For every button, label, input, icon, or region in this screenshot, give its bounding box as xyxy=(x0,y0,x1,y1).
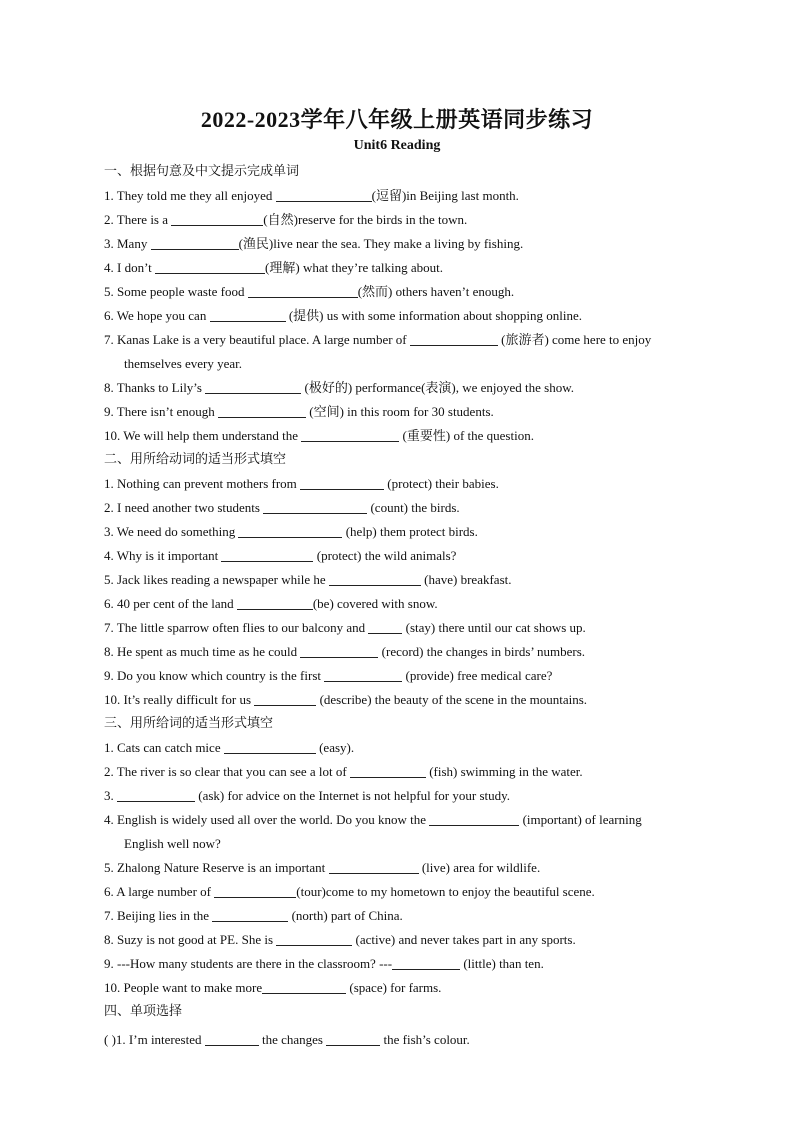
answer-parenthesis[interactable]: ( ) xyxy=(104,1032,116,1047)
s1-question: 9. There isn’t enough (空间) in this room for 30 students. xyxy=(104,404,494,419)
answer-blank[interactable] xyxy=(410,331,498,346)
answer-blank[interactable] xyxy=(155,259,265,274)
s2-question: 6. 40 per cent of the land (be) covered with snow. xyxy=(104,596,438,611)
answer-blank[interactable] xyxy=(350,763,426,778)
answer-blank[interactable] xyxy=(214,883,296,898)
s1-question: 10. We will help them understand the (重要性) of the question. xyxy=(104,428,534,443)
section-1-heading: 一、根据句意及中文提示完成单词 xyxy=(104,164,300,179)
answer-blank[interactable] xyxy=(117,787,195,802)
section-4-heading: 四、单项选择 xyxy=(104,1004,183,1019)
answer-blank[interactable] xyxy=(263,499,367,514)
s3-question: 1. Cats can catch mice (easy). xyxy=(104,740,355,755)
answer-blank[interactable] xyxy=(262,979,346,994)
section-2-heading: 二、用所给动词的适当形式填空 xyxy=(104,452,287,467)
s2-question: 5. Jack likes reading a newspaper while he (have) breakfast. xyxy=(104,572,512,587)
answer-blank[interactable] xyxy=(210,307,286,322)
answer-blank[interactable] xyxy=(429,811,519,826)
answer-blank[interactable] xyxy=(392,955,460,970)
page-subtitle: Unit6 Reading xyxy=(353,138,441,153)
answer-blank[interactable] xyxy=(368,619,402,634)
answer-blank[interactable] xyxy=(329,571,421,586)
answer-blank[interactable] xyxy=(254,691,316,706)
exercise-content xyxy=(104,160,704,1052)
answer-blank[interactable] xyxy=(326,1031,380,1046)
s3-question-continuation: English well now? xyxy=(124,836,221,851)
s4-question: ( )1. I’m interested the changes the fish’s colour. xyxy=(104,1032,470,1047)
section-3-heading: 三、用所给词的适当形式填空 xyxy=(104,716,274,731)
s3-question: 7. Beijing lies in the (north) part of China. xyxy=(104,908,403,923)
answer-blank[interactable] xyxy=(205,1031,259,1046)
s2-question: 8. He spent as much time as he could (record) the changes in birds’ numbers. xyxy=(104,644,586,659)
s2-question: 7. The little sparrow often flies to our balcony and (stay) there until our cat shows up. xyxy=(104,620,586,635)
page-title: 2022-2023学年八年级上册英语同步练习 xyxy=(200,107,594,132)
answer-blank[interactable] xyxy=(205,379,301,394)
answer-blank[interactable] xyxy=(324,667,402,682)
s1-question: 4. I don’t (理解) what they’re talking about. xyxy=(104,260,444,275)
answer-blank[interactable] xyxy=(218,403,306,418)
s3-question: 2. The river is so clear that you can see a lot of (fish) swimming in the water. xyxy=(104,764,583,779)
s3-question: 4. English is widely used all over the world. Do you know the (important) of learning xyxy=(104,812,642,827)
s1-question: 1. They told me they all enjoyed (逗留)in Beijing last month. xyxy=(104,188,519,203)
s3-question: 10. People want to make more (space) for farms. xyxy=(104,980,442,995)
s1-question: 6. We hope you can (提供) us with some information about shopping online. xyxy=(104,308,583,323)
answer-blank[interactable] xyxy=(238,523,342,538)
answer-blank[interactable] xyxy=(276,931,352,946)
s3-question: 9. ---How many students are there in the classroom? --- (little) than ten. xyxy=(104,956,544,971)
answer-blank[interactable] xyxy=(248,283,358,298)
s2-question: 1. Nothing can prevent mothers from (protect) their babies. xyxy=(104,476,499,491)
s2-question: 9. Do you know which country is the first (provide) free medical care? xyxy=(104,668,553,683)
s2-question: 10. It’s really difficult for us (describe) the beauty of the scene in the mountains. xyxy=(104,692,588,707)
answer-blank[interactable] xyxy=(300,643,378,658)
s1-question-continuation: themselves every year. xyxy=(124,356,243,371)
answer-blank[interactable] xyxy=(171,211,263,226)
answer-blank[interactable] xyxy=(301,427,399,442)
s1-question: 8. Thanks to Lily’s (极好的) performance(表演), we enjoyed the show. xyxy=(104,380,575,395)
answer-blank[interactable] xyxy=(212,907,288,922)
answer-blank[interactable] xyxy=(300,475,384,490)
answer-blank[interactable] xyxy=(221,547,313,562)
answer-blank[interactable] xyxy=(329,859,419,874)
s3-question: 5. Zhalong Nature Reserve is an important (live) area for wildlife. xyxy=(104,860,541,875)
s2-question: 3. We need do something (help) them protect birds. xyxy=(104,524,478,539)
s1-question: 3. Many (渔民)live near the sea. They make a living by fishing. xyxy=(104,236,524,251)
answer-blank[interactable] xyxy=(151,235,239,250)
s3-question: 6. A large number of (tour)come to my hometown to enjoy the beautiful scene. xyxy=(104,884,595,899)
s1-question: 2. There is a (自然)reserve for the birds in the town. xyxy=(104,212,468,227)
answer-blank[interactable] xyxy=(224,739,316,754)
s1-question: 5. Some people waste food (然而) others haven’t enough. xyxy=(104,284,515,299)
s3-question: 8. Suzy is not good at PE. She is (active) and never takes part in any sports. xyxy=(104,932,576,947)
answer-blank[interactable] xyxy=(237,595,313,610)
s3-question: 3. (ask) for advice on the Internet is not helpful for your study. xyxy=(104,788,511,803)
s2-question: 4. Why is it important (protect) the wild animals? xyxy=(104,548,457,563)
s2-question: 2. I need another two students (count) the birds. xyxy=(104,500,460,515)
s1-question: 7. Kanas Lake is a very beautiful place. A large number of (旅游者) come here to enjoy xyxy=(104,332,652,347)
answer-blank[interactable] xyxy=(276,187,372,202)
